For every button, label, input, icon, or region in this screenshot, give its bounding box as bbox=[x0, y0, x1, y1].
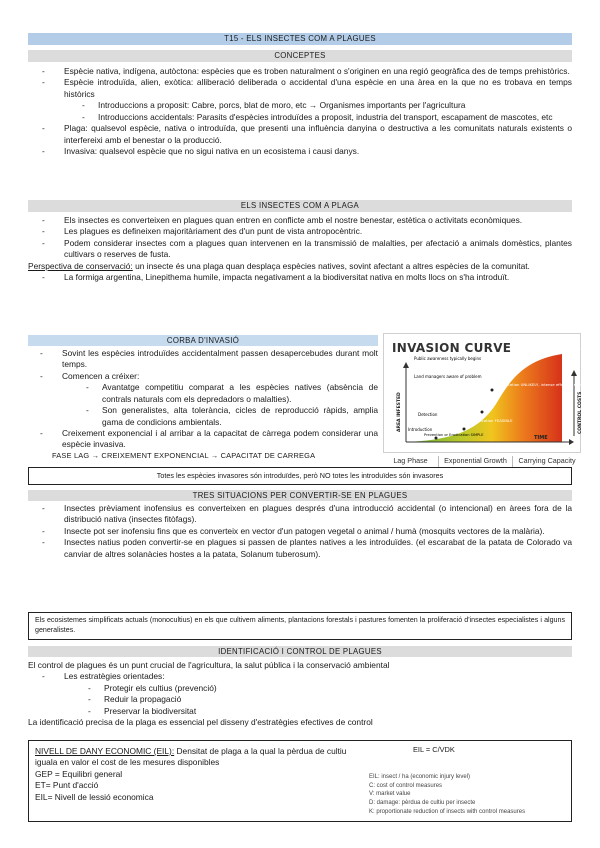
eil-legend-item: K: proportionate reduction of insects with control measures bbox=[369, 808, 526, 815]
eil-legend-item: V: market value bbox=[369, 791, 411, 798]
curve-point bbox=[481, 411, 484, 414]
chart-phase-strip bbox=[383, 456, 581, 467]
eil-legend-item: C: cost of control measures bbox=[369, 782, 443, 789]
control-closing: La identificació precisa de la plaga es essencial pel disseny d'estratègies efectives de control bbox=[28, 717, 373, 728]
corba-section bbox=[28, 348, 378, 461]
list-item: - Les plagues es defineixen majoritàriament des d'un punt de vista antropocèntric. bbox=[64, 226, 572, 237]
list-item bbox=[62, 371, 378, 428]
section-heading-insectes-plaga: ELS INSECTES COM A PLAGA bbox=[28, 200, 572, 212]
perspectiva-text: un insecte és una plaga quan desplaça espècies natives, sovint afectant a altres espècies de la comunitat. bbox=[132, 260, 530, 271]
sub-list-item: - Protegir els cultius (prevenció) bbox=[104, 683, 572, 694]
sub-list-item: - Introduccions accidentals: Parasits d'espècies introduïdes a proposit, industria del transport, escapament de mascotes, etc bbox=[98, 112, 572, 123]
list-item-text: Les estratègies orientades: bbox=[64, 671, 165, 682]
list-item: - Invasiva: qualsevol espècie que no sigui nativa en un ecosistema i causi danys. bbox=[64, 146, 572, 157]
list-item bbox=[64, 671, 572, 717]
control-intro: El control de plagues és un punt crucial de l'agricultura, la salut pública i la conservació ambiental bbox=[28, 660, 390, 670]
eil-def-item: ET= Punt d'acció bbox=[35, 780, 99, 791]
chart-phase-lag: Lag Phase bbox=[383, 456, 439, 467]
invasive-note-box: Totes les espècies invasores són introduïdes, però NO totes les introduïdes són invasores bbox=[28, 467, 572, 485]
chart-phase-cap: Carrying Capacity bbox=[518, 456, 576, 465]
list-item: - Creixement exponencial i al arribar a la capacitat de càrrega podem considerar una espècie invasiva. bbox=[62, 428, 378, 451]
eil-formula: EIL = C/VDK bbox=[413, 745, 455, 754]
list-item bbox=[64, 77, 572, 123]
eil-legend bbox=[369, 773, 569, 816]
time-arrow-icon bbox=[569, 439, 574, 445]
perspectiva-label: Perspectiva de conservació: bbox=[28, 260, 133, 271]
chart-label-cost: Cost control and management ONLY bbox=[514, 346, 583, 351]
list-item: - Podem considerar insectes com a plagues quan intervenen en la transmissió de malalties, per afectació a animals domèstics, plantes cultivars o reserves de fusta. bbox=[64, 238, 572, 261]
section-heading-control: IDENTIFICACIÓ I CONTROL DE PLAGUES bbox=[28, 646, 572, 657]
eil-text: Densitat de plaga a la qual la pèrdua de cultiu iguala en valor el cost de les mesures disponibles bbox=[35, 746, 347, 768]
list-item: - Insecte pot ser inofensiu fins que es converteix en vector d'un patogen vegetal o animal / humà (mosquits vectores de la malària). bbox=[64, 526, 572, 537]
eil-definition bbox=[35, 746, 365, 769]
curve-point bbox=[463, 428, 466, 431]
eil-label: NIVELL DE DANY ECONOMIC (EIL): bbox=[35, 746, 175, 756]
list-item: - La formiga argentina, Linepithema humile, impacta negativament a la biodiversitat nativa en molts llocs on s'ha introduït. bbox=[64, 272, 572, 283]
eil-box bbox=[28, 740, 572, 822]
sub-list-item: - Preservar la biodiversitat bbox=[104, 706, 572, 717]
monocultius-note-box: Els ecosistemes simplificats actuals (monocultius) en els que cultivem aliments, plantacions forestals i pastures fomenten la proliferació d'insectes especialistes i alguns generalistes. bbox=[28, 612, 572, 640]
chart-label-erad-unlikely: Eradication UNLIKELY, intense effort required bbox=[498, 382, 584, 387]
chart-label-landm: Land managers aware of problem bbox=[414, 374, 482, 379]
list-item: - Insectes prèviament inofensius es converteixen en plagues després d'una introducció accidental (o intencional) en àrees fora de la distribució nativa (insectes fitòfags). bbox=[64, 503, 572, 526]
eil-left bbox=[35, 746, 365, 803]
eil-legend-item: EIL: insect / ha (economic injury level) bbox=[369, 774, 471, 780]
area-arrow-icon bbox=[403, 362, 409, 368]
section-heading-conceptes: CONCEPTES bbox=[28, 50, 572, 62]
situacions-section bbox=[28, 503, 572, 560]
chart-label-introduction: Introduction bbox=[408, 427, 433, 432]
page-title: T15 - ELS INSECTES COM A PLAGUES bbox=[28, 33, 572, 45]
chart-label-public: Public awareness typically begins bbox=[414, 356, 482, 361]
curve-point bbox=[491, 389, 494, 392]
eil-legend-item: D: damage: pèrdua de cultiu per insecte bbox=[369, 800, 476, 807]
eil-def-item: GEP = Equilibri general bbox=[35, 768, 123, 779]
chart-phase-exp: Exponential Growth bbox=[439, 456, 513, 467]
cost-arrow-icon bbox=[571, 370, 577, 376]
section-heading-corba: CORBA D'INVASIÓ bbox=[28, 335, 378, 346]
chart-label-time: TIME bbox=[534, 435, 548, 441]
list-item: - Sovint les espècies introduïdes accidentalment passen desapercebudes durant molt temps. bbox=[62, 348, 378, 371]
conceptes-section bbox=[28, 66, 572, 157]
chart-label-prevention: Prevention or Eradication SIMPLE bbox=[424, 433, 484, 437]
list-item: - Insectes natius poden convertir-se en plagues si passen de plantes natives a les introduïdes. (el escarabat de la patata de Colorado va canviar de altres solanàcies hostes a la patata, Solanum tuberosum). bbox=[64, 537, 572, 560]
control-section bbox=[28, 660, 572, 729]
list-item: - Plaga: qualsevol espècie, nativa o introduïda, que presenti una influència danyina o destructiva a les comunitats naturals existents o interfereixi amb el benestar o la producció. bbox=[64, 123, 572, 146]
chart-label-control-costs: CONTROL COSTS bbox=[578, 391, 583, 434]
list-item-text: Espècie introduïda, alien, exòtica: alliberació deliberada o accidental d'una espècie en una àrea en la que no es trobava en temps històrics bbox=[64, 77, 572, 99]
phases-line: FASE LAG → CREIXEMENT EXPONENCIAL → CAPACITAT DE CARREGA bbox=[52, 450, 316, 460]
section-heading-situacions: TRES SITUACIONS PER CONVERTIR-SE EN PLAGUES bbox=[28, 490, 572, 501]
sub-list-item: - Avantatge competitiu comparat a les espècies natives (absència de contrals naturals com els depredadors o malalties). bbox=[102, 382, 378, 405]
eil-def-item: EIL= Nivell de lessió economica bbox=[35, 791, 154, 802]
perspectiva-paragraph bbox=[28, 261, 572, 272]
chart-label-area-infested: AREA INFESTED bbox=[397, 392, 402, 432]
list-item-text: Comencen a créixer: bbox=[62, 370, 140, 381]
chart-title: INVASION CURVE bbox=[392, 341, 512, 355]
list-item: - Espècie nativa, indígena, autòctona: espècies que es troben naturalment o s'originen en una regió geogràfica des de temps prehistòrics. bbox=[64, 66, 572, 77]
insectes-plaga-section bbox=[28, 215, 572, 284]
chart-label-erad-feasible: Eradication FEASIBLE bbox=[472, 418, 513, 423]
list-item: - Els insectes es converteixen en plagues quan entren en conflicte amb el nostre benestar, estètica o activitats econòmiques. bbox=[64, 215, 572, 226]
sub-list-item: - Introduccions a proposit: Cabre, porcs, blat de moro, etc → Organismes importants per l'agricultura bbox=[98, 100, 572, 111]
chart-label-detection: Detection bbox=[418, 412, 438, 417]
sub-list-item: - Reduir la propagació bbox=[104, 694, 572, 705]
invasion-curve-chart bbox=[383, 333, 584, 453]
sub-list-item: - Son generalistes, alta tolerància, cicles de reproducció ràpids, amplia gama de condicions ambientals. bbox=[102, 405, 378, 428]
